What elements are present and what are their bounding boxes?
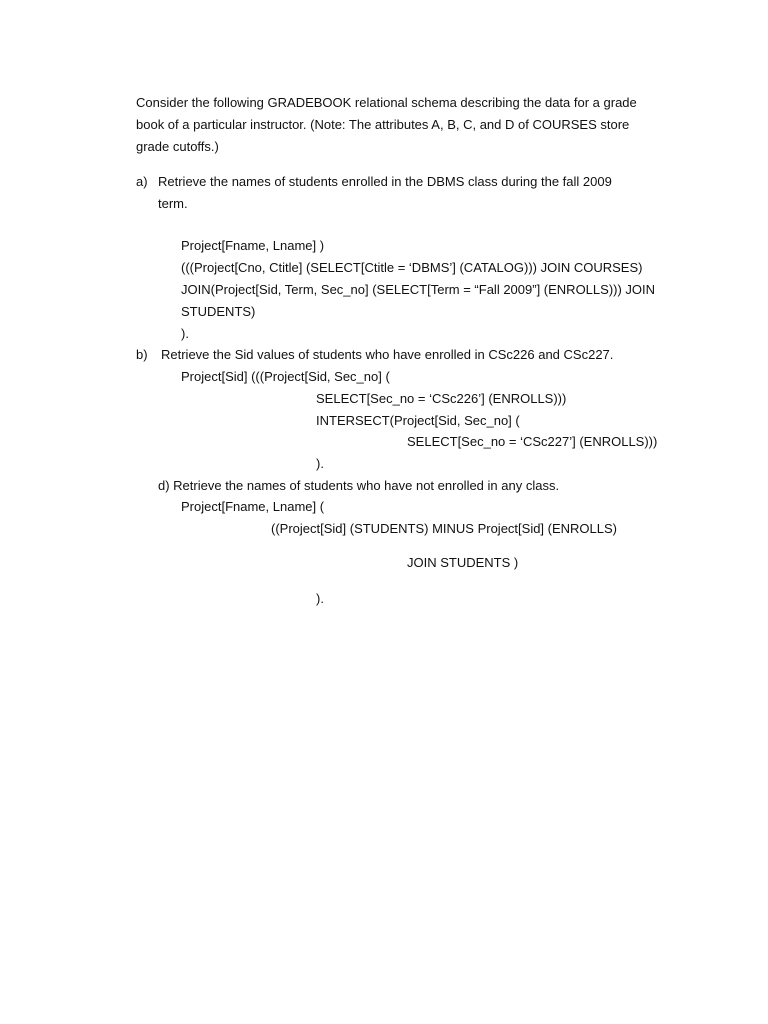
question-d-answer-line: ((Project[Sid] (STUDENTS) MINUS Project[Sid] (ENROLLS) <box>271 521 618 536</box>
question-b-marker: b) <box>136 347 148 362</box>
question-b-text: Retrieve the Sid values of students who have enrolled in CSc226 and CSc227. <box>161 347 614 362</box>
question-a-text-line-1: Retrieve the names of students enrolled in the DBMS class during the fall 2009 <box>158 174 612 189</box>
question-d-text: d) Retrieve the names of students who have not enrolled in any class. <box>158 478 560 493</box>
intro-line-3: grade cutoffs.) <box>136 139 219 154</box>
question-a-answer-line: Project[Fname, Lname] ) <box>181 238 325 253</box>
question-a-answer-line: JOIN(Project[Sid, Term, Sec_no] (SELECT[Term = “Fall 2009”] (ENROLLS))) JOIN <box>181 282 656 297</box>
question-d-answer-line: ). <box>316 591 324 606</box>
question-a-answer-line: STUDENTS) <box>181 304 256 319</box>
question-b-answer-line: Project[Sid] (((Project[Sid, Sec_no] ( <box>181 369 390 384</box>
intro-line-2: book of a particular instructor. (Note: The attributes A, B, C, and D of COURSES store <box>136 117 630 132</box>
question-a-answer-line: (((Project[Cno, Ctitle] (SELECT[Ctitle = ‘DBMS’] (CATALOG))) JOIN COURSES) <box>181 260 643 275</box>
question-b-answer-line: SELECT[Sec_no = ‘CSc227’] (ENROLLS))) <box>407 434 658 449</box>
question-a-marker: a) <box>136 174 148 189</box>
question-b-answer-line: INTERSECT(Project[Sid, Sec_no] ( <box>316 413 520 428</box>
question-b-answer-line: ). <box>316 456 324 471</box>
question-d-answer-line: JOIN STUDENTS ) <box>407 555 519 570</box>
question-a-text-line-2: term. <box>158 196 188 211</box>
intro-line-1: Consider the following GRADEBOOK relational schema describing the data for a grade <box>136 95 637 110</box>
question-a-answer-line: ). <box>181 326 189 341</box>
question-b-answer-line: SELECT[Sec_no = ‘CSc226’] (ENROLLS))) <box>316 391 567 406</box>
question-d-answer-line: Project[Fname, Lname] ( <box>181 499 325 514</box>
